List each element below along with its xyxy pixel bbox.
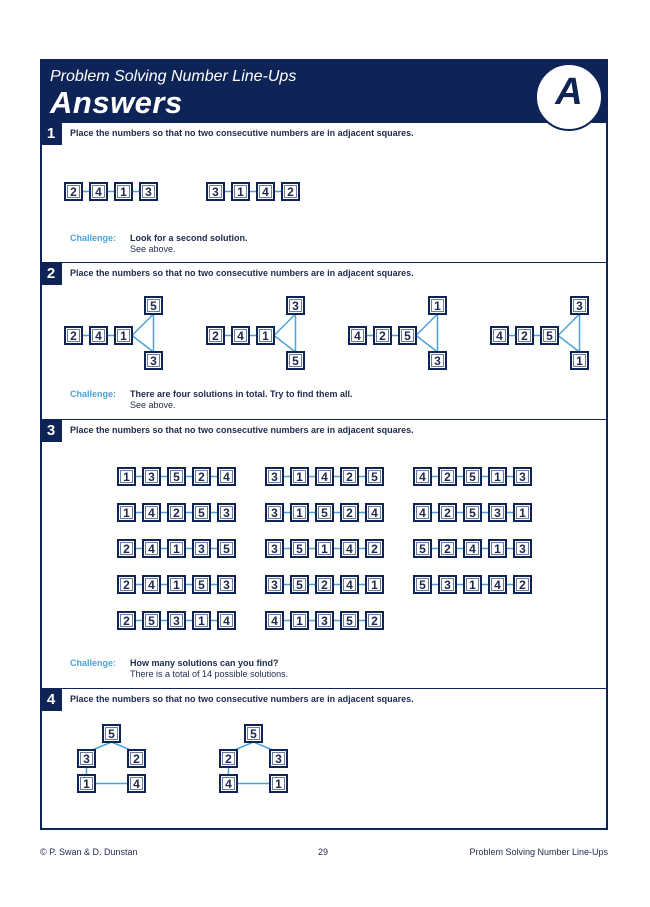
square-number: 5 bbox=[419, 542, 426, 556]
connector-line bbox=[274, 336, 296, 353]
square-number: 2 bbox=[444, 470, 451, 484]
square-number: 4 bbox=[271, 614, 278, 628]
number-square bbox=[218, 576, 235, 593]
number-square bbox=[143, 612, 160, 629]
number-square bbox=[266, 468, 283, 485]
square-number: 1 bbox=[120, 185, 127, 199]
number-square bbox=[90, 327, 107, 344]
number-square bbox=[220, 750, 237, 767]
square-number: 1 bbox=[123, 470, 130, 484]
number-square bbox=[341, 540, 358, 557]
number-square bbox=[571, 297, 588, 314]
section-divider bbox=[40, 419, 608, 420]
challenge-answer: See above. bbox=[130, 244, 176, 254]
number-square bbox=[266, 576, 283, 593]
square-number: 2 bbox=[521, 329, 528, 343]
number-square bbox=[414, 540, 431, 557]
number-square bbox=[366, 468, 383, 485]
question-number: 4 bbox=[40, 689, 62, 711]
connector-line bbox=[132, 314, 154, 336]
square-number: 3 bbox=[444, 578, 451, 592]
number-square bbox=[115, 327, 132, 344]
number-square bbox=[65, 183, 82, 200]
number-square bbox=[291, 468, 308, 485]
square-number: 1 bbox=[262, 329, 269, 343]
square-number: 3 bbox=[223, 578, 230, 592]
number-square bbox=[245, 725, 262, 742]
square-number: 5 bbox=[469, 470, 476, 484]
square-number: 1 bbox=[83, 777, 90, 791]
square-number: 3 bbox=[275, 752, 282, 766]
square-number: 3 bbox=[145, 185, 152, 199]
number-square bbox=[218, 504, 235, 521]
square-number: 2 bbox=[70, 329, 77, 343]
number-square bbox=[464, 576, 481, 593]
number-square bbox=[168, 612, 185, 629]
number-square bbox=[207, 183, 224, 200]
footer-page-number: 29 bbox=[318, 847, 329, 857]
footer-copyright: © P. Swan & D. Dunstan bbox=[40, 847, 138, 857]
square-number: 5 bbox=[250, 727, 257, 741]
number-square bbox=[218, 612, 235, 629]
section-divider bbox=[40, 262, 608, 263]
number-square bbox=[516, 327, 533, 344]
square-number: 5 bbox=[148, 614, 155, 628]
square-number: 3 bbox=[223, 506, 230, 520]
number-square bbox=[145, 352, 162, 369]
number-square bbox=[145, 297, 162, 314]
connector-line bbox=[93, 742, 112, 750]
page-frame bbox=[40, 59, 608, 830]
number-square bbox=[489, 504, 506, 521]
square-number: 2 bbox=[444, 506, 451, 520]
square-number: 1 bbox=[296, 470, 303, 484]
square-number: 3 bbox=[271, 470, 278, 484]
answers-badge bbox=[535, 63, 603, 131]
q1-solutions bbox=[60, 178, 320, 208]
number-square bbox=[168, 504, 185, 521]
number-square bbox=[439, 540, 456, 557]
square-number: 2 bbox=[133, 752, 140, 766]
connector-line bbox=[558, 336, 580, 353]
number-square bbox=[541, 327, 558, 344]
number-square bbox=[414, 504, 431, 521]
number-square bbox=[429, 297, 446, 314]
number-square bbox=[341, 504, 358, 521]
square-number: 1 bbox=[296, 506, 303, 520]
square-number: 5 bbox=[371, 470, 378, 484]
number-square bbox=[464, 540, 481, 557]
square-number: 4 bbox=[469, 542, 476, 556]
square-number: 2 bbox=[371, 542, 378, 556]
square-number: 3 bbox=[271, 578, 278, 592]
square-number: 2 bbox=[321, 578, 328, 592]
square-number: 5 bbox=[296, 578, 303, 592]
number-square bbox=[366, 576, 383, 593]
number-square bbox=[414, 468, 431, 485]
question-number: 1 bbox=[40, 123, 62, 145]
square-number: 4 bbox=[223, 614, 230, 628]
square-number: 5 bbox=[198, 578, 205, 592]
square-number: 5 bbox=[321, 506, 328, 520]
page-title: Answers bbox=[50, 85, 183, 120]
number-square bbox=[257, 327, 274, 344]
question-prompt: Place the numbers so that no two consecutive numbers are in adjacent squares. bbox=[70, 425, 414, 435]
number-square bbox=[78, 750, 95, 767]
square-number: 4 bbox=[148, 578, 155, 592]
number-square bbox=[439, 576, 456, 593]
number-square bbox=[143, 540, 160, 557]
number-square bbox=[90, 183, 107, 200]
number-square bbox=[287, 297, 304, 314]
square-number: 3 bbox=[292, 299, 299, 313]
number-square bbox=[282, 183, 299, 200]
square-number: 1 bbox=[173, 578, 180, 592]
number-square bbox=[118, 540, 135, 557]
square-number: 2 bbox=[198, 470, 205, 484]
connector-line bbox=[254, 742, 273, 750]
square-number: 1 bbox=[576, 354, 583, 368]
square-number: 3 bbox=[271, 506, 278, 520]
q3-solutions bbox=[110, 463, 550, 633]
square-number: 3 bbox=[173, 614, 180, 628]
square-number: 3 bbox=[494, 506, 501, 520]
number-square bbox=[128, 750, 145, 767]
square-number: 4 bbox=[95, 329, 102, 343]
square-number: 4 bbox=[95, 185, 102, 199]
challenge-text: Look for a second solution. bbox=[130, 233, 248, 243]
number-square bbox=[65, 327, 82, 344]
square-number: 2 bbox=[287, 185, 294, 199]
number-square bbox=[374, 327, 391, 344]
number-square bbox=[491, 327, 508, 344]
number-square bbox=[140, 183, 157, 200]
q4-solutions bbox=[70, 722, 330, 802]
square-number: 5 bbox=[404, 329, 411, 343]
square-number: 3 bbox=[198, 542, 205, 556]
number-square bbox=[266, 504, 283, 521]
square-number: 2 bbox=[123, 578, 130, 592]
square-number: 1 bbox=[434, 299, 441, 313]
number-square bbox=[291, 612, 308, 629]
square-number: 4 bbox=[346, 578, 353, 592]
number-square bbox=[193, 540, 210, 557]
square-number: 1 bbox=[519, 506, 526, 520]
q2-solutions bbox=[60, 295, 600, 375]
question-number: 3 bbox=[40, 420, 62, 442]
square-number: 2 bbox=[123, 542, 130, 556]
square-number: 2 bbox=[379, 329, 386, 343]
connector-line bbox=[558, 314, 580, 336]
square-number: 5 bbox=[546, 329, 553, 343]
square-number: 4 bbox=[419, 470, 426, 484]
challenge-label: Challenge: bbox=[70, 233, 117, 243]
square-number: 2 bbox=[444, 542, 451, 556]
square-number: 1 bbox=[173, 542, 180, 556]
question-prompt: Place the numbers so that no two consecutive numbers are in adjacent squares. bbox=[70, 268, 414, 278]
square-number: 4 bbox=[371, 506, 378, 520]
number-square bbox=[143, 468, 160, 485]
number-square bbox=[270, 775, 287, 792]
number-square bbox=[193, 612, 210, 629]
number-square bbox=[193, 468, 210, 485]
number-square bbox=[218, 468, 235, 485]
square-number: 1 bbox=[321, 542, 328, 556]
number-square bbox=[489, 468, 506, 485]
number-square bbox=[316, 504, 333, 521]
number-square bbox=[193, 576, 210, 593]
square-number: 5 bbox=[150, 299, 157, 313]
number-square bbox=[207, 327, 224, 344]
connector-line bbox=[132, 336, 154, 353]
square-number: 3 bbox=[519, 542, 526, 556]
number-square bbox=[270, 750, 287, 767]
square-number: 5 bbox=[223, 542, 230, 556]
square-number: 4 bbox=[237, 329, 244, 343]
number-square bbox=[316, 540, 333, 557]
number-square bbox=[143, 576, 160, 593]
challenge-label: Challenge: bbox=[70, 389, 117, 399]
number-square bbox=[168, 468, 185, 485]
question-prompt: Place the numbers so that no two consecutive numbers are in adjacent squares. bbox=[70, 128, 414, 138]
square-number: 1 bbox=[371, 578, 378, 592]
square-number: 3 bbox=[321, 614, 328, 628]
square-number: 2 bbox=[225, 752, 232, 766]
square-number: 3 bbox=[150, 354, 157, 368]
number-square bbox=[366, 504, 383, 521]
number-square bbox=[571, 352, 588, 369]
square-number: 4 bbox=[419, 506, 426, 520]
square-number: 1 bbox=[237, 185, 244, 199]
square-number: 4 bbox=[346, 542, 353, 556]
number-square bbox=[414, 576, 431, 593]
number-square bbox=[118, 612, 135, 629]
number-square bbox=[118, 468, 135, 485]
connector-line bbox=[235, 742, 254, 750]
number-square bbox=[514, 504, 531, 521]
challenge-answer: See above. bbox=[130, 400, 176, 410]
square-number: 4 bbox=[354, 329, 361, 343]
number-square bbox=[168, 540, 185, 557]
square-number: 2 bbox=[346, 470, 353, 484]
question-prompt: Place the numbers so that no two consecutive numbers are in adjacent squares. bbox=[70, 694, 414, 704]
number-square bbox=[341, 576, 358, 593]
square-number: 4 bbox=[494, 578, 501, 592]
number-square bbox=[341, 468, 358, 485]
square-number: 2 bbox=[70, 185, 77, 199]
square-number: 3 bbox=[519, 470, 526, 484]
challenge-answer: There is a total of 14 possible solutions. bbox=[130, 669, 289, 679]
number-square bbox=[128, 775, 145, 792]
square-number: 2 bbox=[123, 614, 130, 628]
square-number: 1 bbox=[494, 542, 501, 556]
square-number: 2 bbox=[346, 506, 353, 520]
square-number: 4 bbox=[133, 777, 140, 791]
square-number: 5 bbox=[469, 506, 476, 520]
square-number: 4 bbox=[321, 470, 328, 484]
challenge-label: Challenge: bbox=[70, 658, 117, 668]
number-square bbox=[316, 576, 333, 593]
number-square bbox=[78, 775, 95, 792]
number-square bbox=[118, 576, 135, 593]
square-number: 3 bbox=[212, 185, 219, 199]
number-square bbox=[514, 576, 531, 593]
number-square bbox=[220, 775, 237, 792]
challenge-text: How many solutions can you find? bbox=[130, 658, 279, 668]
square-number: 4 bbox=[262, 185, 269, 199]
square-number: 1 bbox=[494, 470, 501, 484]
number-square bbox=[103, 725, 120, 742]
number-square bbox=[439, 504, 456, 521]
number-square bbox=[287, 352, 304, 369]
number-square bbox=[316, 612, 333, 629]
square-number: 1 bbox=[198, 614, 205, 628]
number-square bbox=[399, 327, 416, 344]
number-square bbox=[232, 327, 249, 344]
number-square bbox=[316, 468, 333, 485]
number-square bbox=[429, 352, 446, 369]
square-number: 2 bbox=[519, 578, 526, 592]
square-number: 5 bbox=[173, 470, 180, 484]
square-number: 1 bbox=[120, 329, 127, 343]
number-square bbox=[464, 504, 481, 521]
square-number: 5 bbox=[296, 542, 303, 556]
number-square bbox=[464, 468, 481, 485]
challenge-text: There are four solutions in total. Try to find them all. bbox=[130, 389, 353, 399]
number-square bbox=[143, 504, 160, 521]
number-square bbox=[291, 540, 308, 557]
square-number: 2 bbox=[371, 614, 378, 628]
number-square bbox=[118, 504, 135, 521]
number-square bbox=[291, 504, 308, 521]
square-number: 2 bbox=[173, 506, 180, 520]
square-number: 4 bbox=[148, 542, 155, 556]
square-number: 1 bbox=[296, 614, 303, 628]
square-number: 1 bbox=[469, 578, 476, 592]
number-square bbox=[291, 576, 308, 593]
footer-book-title: Problem Solving Number Line-Ups bbox=[469, 847, 608, 857]
connector-line bbox=[274, 314, 296, 336]
number-square bbox=[193, 504, 210, 521]
number-square bbox=[232, 183, 249, 200]
number-square bbox=[514, 540, 531, 557]
number-square bbox=[257, 183, 274, 200]
number-square bbox=[168, 576, 185, 593]
number-square bbox=[514, 468, 531, 485]
connector-line bbox=[416, 336, 438, 353]
number-square bbox=[489, 540, 506, 557]
square-number: 3 bbox=[434, 354, 441, 368]
number-square bbox=[266, 540, 283, 557]
connector-line bbox=[112, 742, 131, 750]
number-square bbox=[115, 183, 132, 200]
number-square bbox=[341, 612, 358, 629]
square-number: 3 bbox=[576, 299, 583, 313]
number-square bbox=[366, 540, 383, 557]
square-number: 5 bbox=[108, 727, 115, 741]
number-square bbox=[439, 468, 456, 485]
header-banner bbox=[40, 59, 608, 123]
number-square bbox=[218, 540, 235, 557]
square-number: 5 bbox=[198, 506, 205, 520]
number-square bbox=[489, 576, 506, 593]
number-square bbox=[349, 327, 366, 344]
section-divider bbox=[40, 688, 608, 689]
square-number: 4 bbox=[223, 470, 230, 484]
square-number: 3 bbox=[148, 470, 155, 484]
square-number: 1 bbox=[275, 777, 282, 791]
square-number: 5 bbox=[292, 354, 299, 368]
question-number: 2 bbox=[40, 263, 62, 285]
square-number: 3 bbox=[271, 542, 278, 556]
number-square bbox=[366, 612, 383, 629]
number-square bbox=[266, 612, 283, 629]
square-number: 4 bbox=[496, 329, 503, 343]
square-number: 4 bbox=[148, 506, 155, 520]
badge-letter: A bbox=[555, 71, 583, 113]
square-number: 5 bbox=[419, 578, 426, 592]
square-number: 1 bbox=[123, 506, 130, 520]
square-number: 5 bbox=[346, 614, 353, 628]
connector-line bbox=[416, 314, 438, 336]
square-number: 4 bbox=[225, 777, 232, 791]
square-number: 3 bbox=[83, 752, 90, 766]
square-number: 2 bbox=[212, 329, 219, 343]
header-subtitle: Problem Solving Number Line-Ups bbox=[50, 68, 297, 85]
